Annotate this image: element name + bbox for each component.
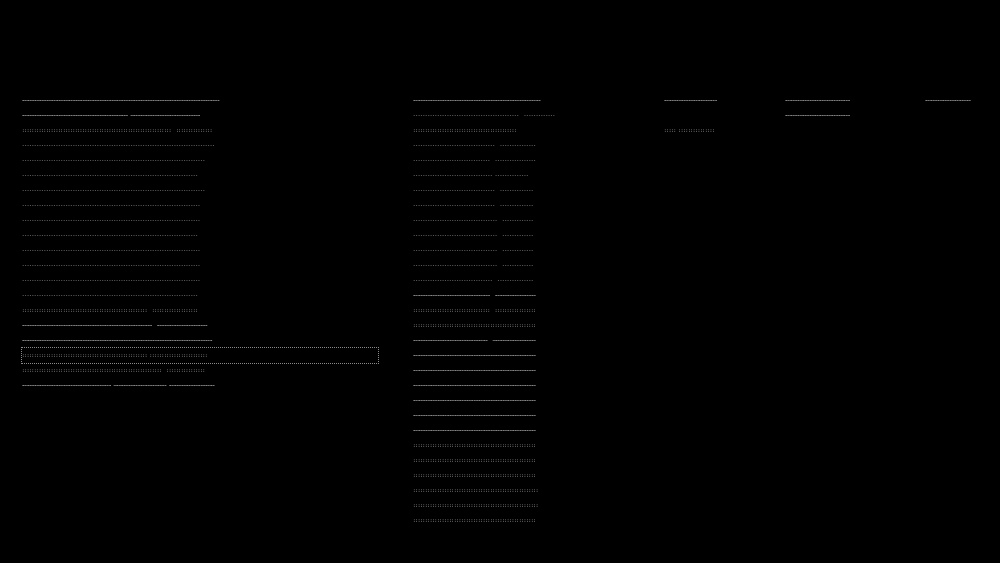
text-line[interactable]: ~~~~~~~~~~~~~~~~~~~~~~~~~~~ (785, 113, 851, 118)
text-line[interactable]: ::::::::::::::::::::::::::::::::::::::::::: (413, 128, 517, 133)
text-line[interactable]: ~~~~~~~~~~~~~~~~~~~~~~~~~~~~~~~~~~~~~~~~~~~~~~~~~~~~~~ ~~~~~~~~~~~~~~~~~~~~~ (22, 323, 208, 328)
text-line[interactable]: -------------------------------------------------------------------------- (22, 218, 201, 223)
text-line[interactable]: -------------------------------------------- ------------- (413, 113, 556, 118)
text-line[interactable]: -------------------------------------------------------------------------------- (22, 143, 215, 148)
text-line[interactable]: ::::::::::::::::::::::::::::::::::::::::::::::::::: (413, 473, 536, 478)
text-line[interactable]: ----------------------------------- ------------- (413, 233, 534, 238)
text-line[interactable]: -------------------------------------------------------------------------- (22, 278, 201, 283)
text-line[interactable]: ::::::::::::::::::::::::::::::::::::::::::::::::::: (413, 443, 536, 448)
text-line[interactable]: ---------------------------------------------------------------------------- (22, 158, 206, 163)
text-line[interactable]: :::::::::::::::::::::::::::::::: ::::::::::::::::: (413, 308, 536, 313)
text-line[interactable]: :::::::::::::::::::::::::::::::::::::::::::::::::::: (413, 503, 539, 508)
text-line[interactable]: ---------------------------------- -------------- (413, 203, 534, 208)
text-line[interactable]: --------------------------------- --------------- (413, 278, 534, 283)
text-line[interactable]: ~~~~~~~~~~~~~~~~~~~ (925, 98, 971, 103)
text-line[interactable]: :::::::::::::::::::::::::::::::::::::::::::::::::::::::::: :::::::::::::::: (22, 368, 206, 373)
text-line[interactable]: ~~~~~~~~~~~~~~~~~~~~~~~~~~~~~~~~~~~~~~~~~~~~~~~~~~~~~ (413, 98, 541, 103)
text-line[interactable]: ~~~~~~~~~~~~~~~~~~~~~~~~~~~~~~~~~~~~~~~~~~~~~~~~~~~ (413, 353, 536, 358)
text-column-c[interactable] (664, 0, 760, 138)
text-line[interactable]: ::::::::::::::::::::::::::::::::::::::::::::::::::: (413, 458, 536, 463)
text-line[interactable]: ---------------------------------------------------------------------------- (22, 188, 206, 193)
text-column-b[interactable] (413, 0, 641, 528)
text-line[interactable]: ---------------------------------- --------------- (413, 143, 536, 148)
text-line[interactable]: ~~~~~~~~~~~~~~~~~~~~~~~~~~~~~~~~~~~~~~~~~~~~~~~~~~~ (413, 368, 536, 373)
text-line[interactable]: :::::::::::::::::::::::::::::::::::::::::::::::::::: (413, 488, 539, 493)
text-line[interactable]: --------------------------------- -------------- (413, 173, 529, 178)
text-line[interactable]: ----------------------------------- ------------- (413, 263, 534, 268)
text-line[interactable]: ----------------------------------- ------------- (413, 248, 534, 253)
text-line[interactable]: ~~~~~~~~~~~~~~~~~~~~~~~~~~~ (785, 98, 851, 103)
text-line[interactable]: :::::::::::::::::::::::::::::::::::::::::::::::::::: :::::::::::::::::::::::: (22, 348, 378, 363)
text-line[interactable]: :::::::::::::::::::::::::::::::::::::::::::::::::::::::::::::: ::::::::::::::: (22, 128, 213, 133)
text-line[interactable]: ~~~~~~~~~~~~~~~~~~~~~~~~~~~~~~~~~~~~~~~~~~~~~~~~~~~ (413, 428, 536, 433)
text-column-d[interactable] (785, 0, 903, 123)
text-line[interactable]: ~~~~~~~~~~~~~~~~~~~~~~~~~~~~~~~~~~~~~~~~~~~~ ~~~~~~~~~~~~~~~~~~~~~~~~~~~~~ (22, 113, 201, 118)
text-line[interactable]: ~~~~~~~~~~~~~~~~~~~~~~~~~~~~~~~~~~~~~~~~~~~~~~~~~~~ (413, 413, 536, 418)
text-line[interactable]: ~~~~~~~~~~~~~~~~~~~~~~~~~~~~~~~ ~~~~~~~~~~~~~~~~~~ (413, 338, 536, 343)
text-line[interactable]: ------------------------------------------------------------------------- (22, 293, 198, 298)
text-column-e[interactable] (925, 0, 1000, 108)
text-line[interactable]: -------------------------------------------------------------------------- (22, 203, 201, 208)
text-line[interactable]: -------------------------------- ----------------- (413, 158, 536, 163)
text-line[interactable]: ~~~~~~~~~~~~~~~~~~~~~~~~~~~~~~~~~~~~~~~~~~~~~~~~~~~ (413, 383, 536, 388)
text-line[interactable]: ~~~~~~~~~~~~~~~~~~~~~~~~~~~~~~~~~~~~~~~~~~~~~~~~~~~~~~~~~~~~~~~~~~~~~~~~~~~~~~~ (22, 338, 213, 343)
text-line[interactable]: ~~~~~~~~~~~~~~~~~~~~~~~~~~~~~~~~~~~~~ ~~~~~~~~~~~~~~~~~~~~~~ ~~~~~~~~~~~~~~~~~~~ (22, 383, 215, 388)
text-line[interactable]: ~~~~~~~~~~~~~~~~~~~~~~ (664, 98, 717, 103)
text-line[interactable]: ----------------------------------- ------------- (413, 218, 534, 223)
text-line[interactable]: ~~~~~~~~~~~~~~~~~~~~~~~~~~~~~~~~~~~~~~~~~~~~~~~~~~~ (413, 398, 536, 403)
text-line[interactable]: ------------------------------------------------------------------------- (22, 173, 198, 178)
text-line[interactable]: -------------------------------------------------------------------------- (22, 248, 201, 253)
text-line[interactable]: ------------------------------------------------------------------------- (22, 233, 198, 238)
text-column-a[interactable] (22, 0, 378, 393)
text-line[interactable]: ::::::::::::::::::::::::::::::::::::::::::::::::::: (413, 518, 536, 523)
text-line[interactable]: ~~~~~~~~~~~~~~~~~~~~~~~~~~~~~~~~~~~~~~~~~~~~~~~~~~~~~~~~~~~~~~~~~~~~~~~~~~~~~~~~~~ (22, 98, 220, 103)
text-line[interactable] (664, 108, 760, 123)
text-line[interactable]: -------------------------------------------------------------------------- (22, 263, 201, 268)
text-line[interactable]: ::::::::::::::::::::::::::::::::::::::::::::::::::: (413, 323, 536, 328)
text-line[interactable]: ---------------------------------- -------------- (413, 188, 534, 193)
text-line[interactable]: :::::::::::::::::::::::::::::::::::::::::::::::::::: ::::::::::::::::::: (22, 308, 198, 313)
text-line[interactable]: ::::: ::::::::::::::: (664, 128, 715, 133)
text-line[interactable]: ~~~~~~~~~~~~~~~~~~~~~~~~~~~~~~~~ ~~~~~~~~~~~~~~~~~ (413, 293, 536, 298)
